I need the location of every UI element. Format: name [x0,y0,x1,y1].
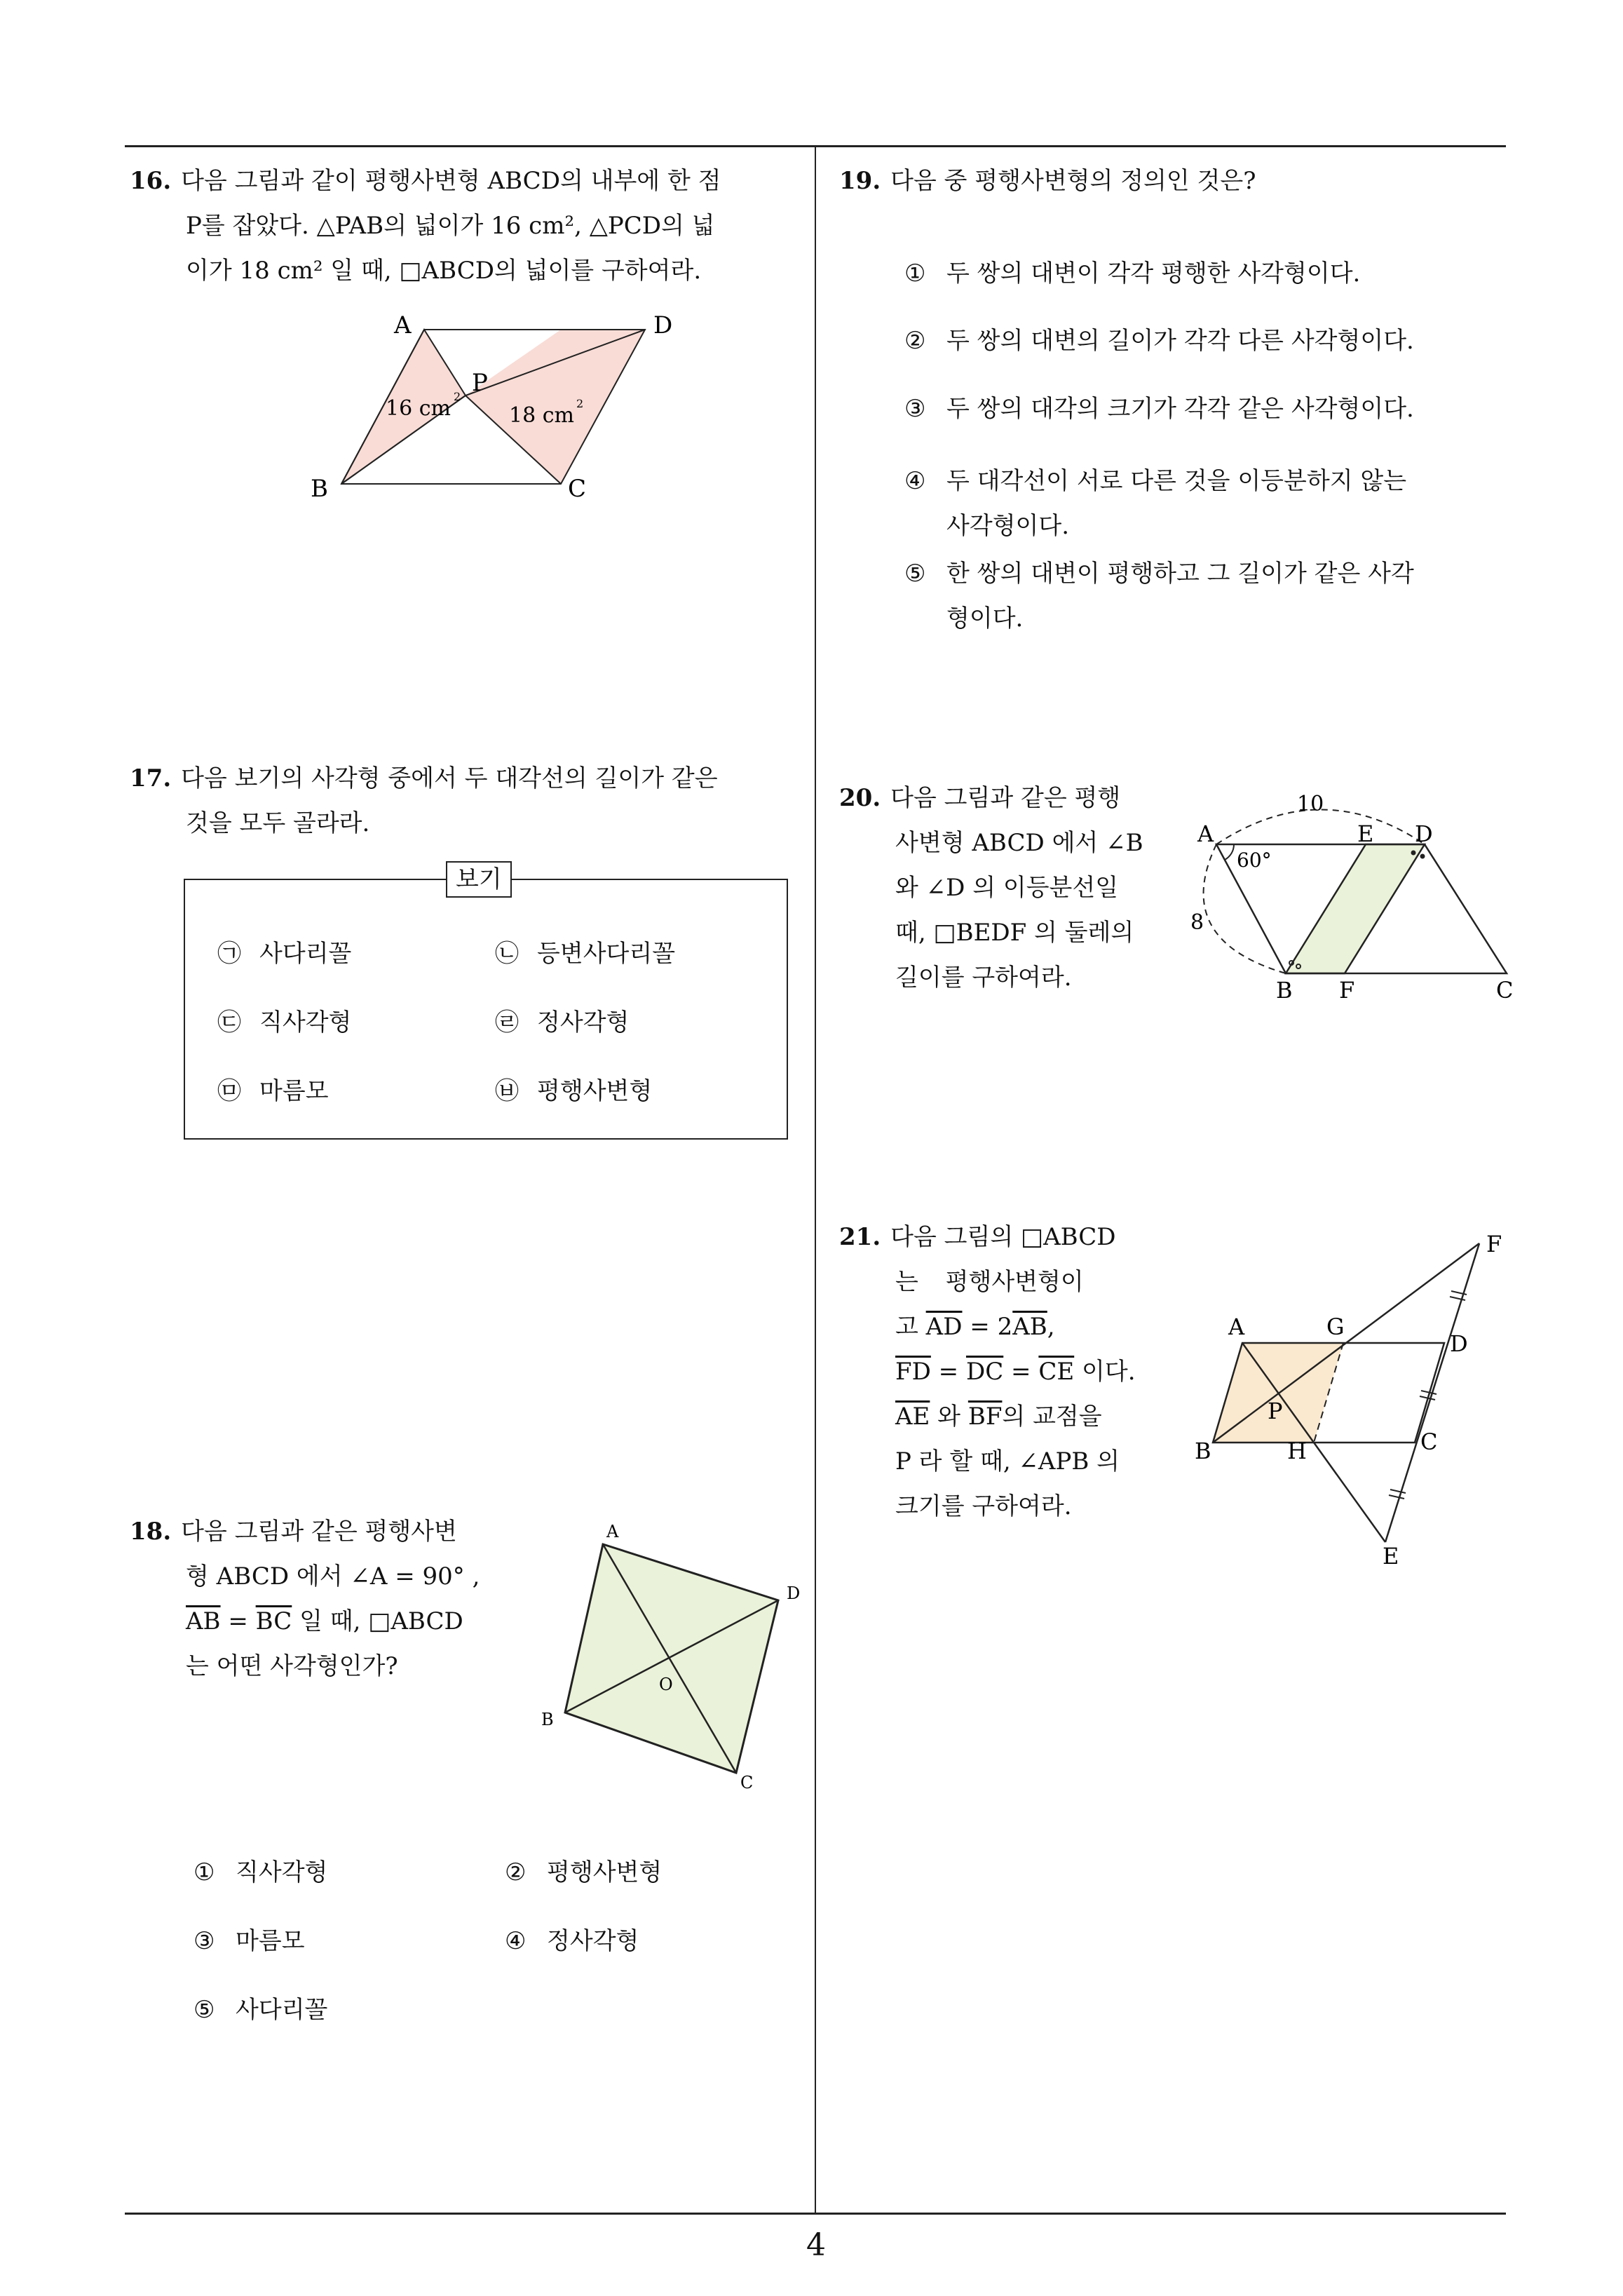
problem-20 [839,776,1176,1000]
problem-21-line-3: 고 $\overline{AD} = 2\overline{AB}$, [895,1313,1055,1341]
label-d: D [1450,1330,1468,1357]
figure-21-parallelogram [1185,1220,1521,1569]
label-b: B [541,1710,554,1729]
problem-16-line-1: 16. 다음 그림과 같이 평행사변형 ABCD의 내부에 한 점 [130,167,721,195]
label-c: C [1420,1429,1438,1455]
figure-18-square [533,1515,813,1795]
label-b: B [1195,1438,1211,1464]
figure-16-parallelogram [301,309,694,512]
problem-number: 19. [839,167,881,195]
problem-number: 17. [130,764,172,792]
label-c: C [740,1773,754,1792]
label-a: A [606,1522,619,1541]
area-label-16: 16 cm [386,396,451,421]
problem-number: 18. [130,1518,172,1546]
label-d: D [787,1583,801,1603]
problem-16-line-3: 이가 18 cm² 일 때, □ABCD의 넓이를 구하여라. [186,257,702,285]
bogi-item-3: ㉢ 직사각형 [217,1008,352,1036]
problem-19 [839,158,1498,203]
label-e: E [1383,1543,1399,1569]
label-g: G [1326,1314,1345,1340]
angle-mark-d2 [1420,854,1425,859]
choice-18-5[interactable]: ⑤ 사다리꼴 [193,1996,328,2024]
choice-18-1[interactable]: ① 직사각형 [193,1858,328,1886]
choice-18-2[interactable]: ② 평행사변형 [505,1858,663,1886]
area-exp-16: 2 [454,390,461,403]
tick-ce-1 [1390,1490,1406,1493]
label-b: B [311,475,328,503]
problem-21-line-5: $\overline{AE}$ 와 $\overline{BF}$의 교점을 [895,1403,1102,1431]
length-label-10: 10 [1297,792,1324,816]
problem-21 [839,1215,1155,1529]
choice-18-4[interactable]: ④ 정사각형 [505,1927,639,1955]
page-number: 4 [806,2227,826,2263]
square-abcd [565,1544,778,1773]
problem-21-line-2: 는 평행사변형이 [895,1268,1084,1296]
label-a: A [1228,1314,1245,1340]
figure-20-parallelogram [1192,785,1528,1010]
problem-number: 20. [839,784,881,812]
label-p: P [472,369,488,397]
problem-21-line-1: 21. 다음 그림의 □ABCD [839,1223,1116,1251]
problem-20-line-2: 사변형 ABCD 에서 ∠B [895,829,1143,857]
problem-16-line-2: P를 잡았다. △PAB의 넓이가 16 cm², △PCD의 넓 [186,212,715,240]
problem-18-line-1: 18. 다음 그림과 같은 평행사변 [130,1518,457,1546]
bottom-rule [125,2213,1506,2215]
problem-18 [130,1509,522,1689]
label-b: B [1276,977,1293,1004]
area-exp-18: 2 [576,397,584,410]
problem-17 [130,756,806,846]
bogi-item-5: ㉤ 마름모 [217,1077,329,1105]
problem-21-line-7: 크기를 구하여라. [895,1492,1072,1520]
choice-19-2[interactable]: ② 두 쌍의 대변의 길이가 각각 다른 사각형이다. [904,327,1414,355]
problem-18-line-2: 형 ABCD 에서 ∠A = 90° , [186,1562,480,1591]
problem-16 [130,158,806,293]
length-label-8: 8 [1190,910,1204,935]
bogi-item-4: ㉣ 정사각형 [495,1008,630,1036]
label-c: C [1496,977,1514,1004]
label-o: O [659,1675,673,1694]
angle-label-60: 60° [1237,849,1272,872]
label-d: D [653,311,673,339]
problem-number: 16. [130,167,172,195]
tick-ce-2 [1389,1495,1404,1499]
problem-20-line-1: 20. 다음 그림과 같은 평행 [839,784,1121,812]
choice-18-3[interactable]: ③ 마름모 [193,1927,305,1955]
problem-number: 21. [839,1223,881,1251]
column-divider [815,145,816,2214]
problem-17-line-2: 것을 모두 골라라. [186,809,370,837]
label-f: F [1486,1231,1502,1257]
label-d: D [1415,821,1433,847]
bogi-item-2: ㉡ 등변사다리꼴 [495,940,676,968]
label-e: E [1357,821,1374,847]
problem-20-line-4: 때, □BEDF 의 둘레의 [895,919,1134,947]
area-label-18: 18 cm [509,403,574,428]
label-f: F [1339,977,1355,1004]
angle-mark-d [1411,851,1416,856]
parallelogram-bedf [1286,844,1425,973]
angle-arc-a [1225,844,1234,860]
choice-19-4[interactable]: ④ 두 대각선이 서로 다른 것을 이등분하지 않는 사각형이다. [904,467,1407,540]
problem-21-line-4: $\overline{FD} = \overline{DC} = \overline{CE}$ 이다. [895,1358,1136,1386]
problem-21-line-6: P 라 할 때, ∠APB 의 [895,1447,1120,1475]
problem-17-line-1: 17. 다음 보기의 사각형 중에서 두 대각선의 길이가 같은 [130,764,718,792]
label-c: C [568,475,587,503]
label-a: A [1197,821,1214,847]
label-a: A [394,311,412,339]
choice-19-3[interactable]: ③ 두 쌍의 대각의 크기가 각각 같은 사각형이다. [904,395,1414,423]
bogi-label: 보기 [446,861,512,898]
bogi-item-6: ㉥ 평행사변형 [495,1077,653,1105]
problem-18-line-4: 는 어떤 사각형인가? [186,1652,398,1680]
bogi-item-1: ㉠ 사다리꼴 [217,940,352,968]
problem-19-question: 19. 다음 중 평행사변형의 정의인 것은? [839,167,1256,195]
label-p: P [1268,1398,1283,1424]
problem-18-line-3: $\overline{AB} = \overline{BC}$ 일 때, □ABCD [186,1607,463,1635]
label-h: H [1287,1438,1307,1464]
problem-20-line-3: 와 ∠D 의 이등분선일 [895,874,1119,902]
choice-19-1[interactable]: ① 두 쌍의 대변이 각각 평행한 사각형이다. [904,259,1361,288]
problem-20-line-5: 길이를 구하여라. [895,964,1072,992]
choice-19-5[interactable]: ⑤ 한 쌍의 대변이 평행하고 그 길이가 같은 사각 형이다. [904,560,1414,633]
